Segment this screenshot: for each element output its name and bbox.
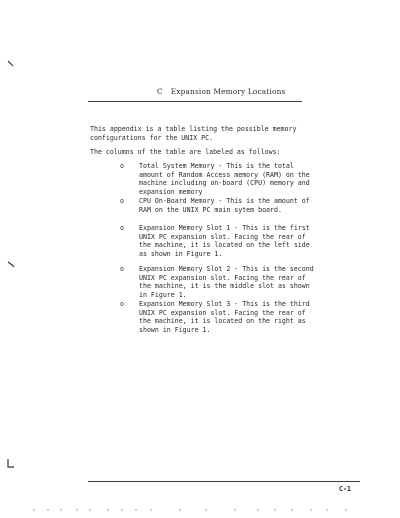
list-bullet: o bbox=[120, 300, 124, 308]
list-item-text: Total System Memory - This is the total amount of Random Access memory (RAM) on the machine including on-board (CPU) memory and expansion memory bbox=[139, 162, 310, 196]
scan-noise bbox=[30, 508, 370, 512]
list-item-text: Expansion Memory Slot 1 - This is the first UNIX PC expansion slot. Facing the rear of the machine, it is located on the left side as shown in Figure 1. bbox=[139, 224, 310, 258]
heading-rule bbox=[88, 101, 302, 102]
list-bullet: o bbox=[120, 162, 124, 170]
appendix-letter: C bbox=[157, 87, 163, 96]
page-number: C-1 bbox=[339, 485, 351, 493]
list-bullet: o bbox=[120, 197, 124, 205]
appendix-title: Expansion Memory Locations bbox=[170, 87, 286, 96]
footer-rule bbox=[88, 481, 360, 482]
margin-mark bbox=[7, 261, 15, 269]
list-item-text: Expansion Memory Slot 2 - This is the second UNIX PC expansion slot. Facing the rear of the machine, it is the middle slot as shown in Figure 1. bbox=[139, 265, 314, 299]
margin-mark bbox=[7, 60, 15, 68]
list-bullet: o bbox=[120, 265, 124, 273]
page-heading bbox=[157, 87, 285, 96]
list-item-text: CPU On-Board Memory - This is the amount of RAM on the UNIX PC main sytem board. bbox=[139, 197, 310, 214]
list-bullet: o bbox=[120, 224, 124, 232]
list-item-text: Expansion Memory Slot 3 - This is the third UNIX PC expansion slot. Facing the rear of the machine, it is located on the right as shown in Figure 1. bbox=[139, 300, 310, 334]
intro-paragraph: This appendix is a table listing the possible memory configurations for the UNIX PC. bbox=[90, 125, 297, 142]
margin-mark bbox=[7, 459, 15, 468]
columns-intro: The columns of the table are labeled as follows: bbox=[90, 148, 281, 156]
